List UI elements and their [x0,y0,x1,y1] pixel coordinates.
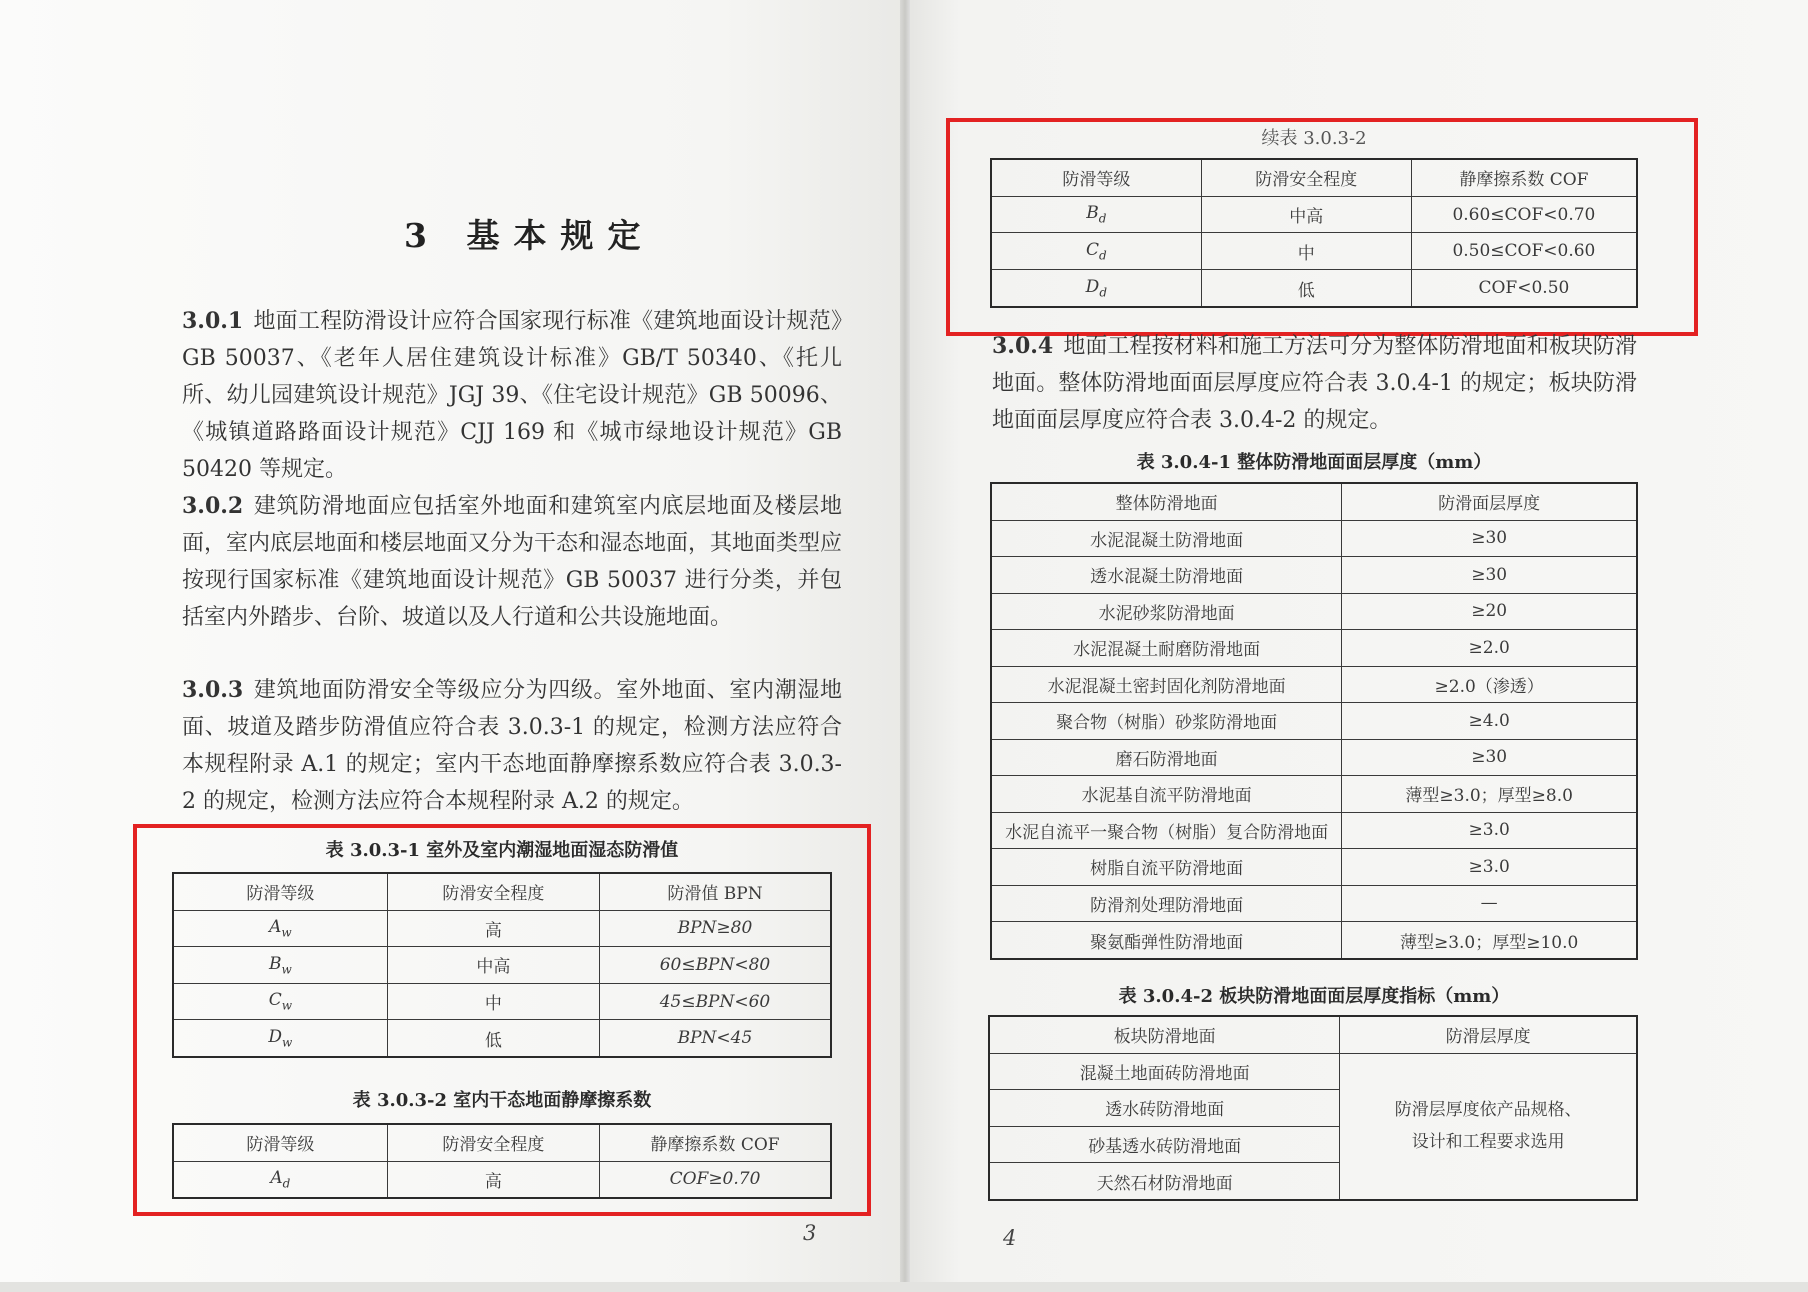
header-cell: 防滑面层厚度 [1342,483,1637,520]
floor-type-cell: 聚氨酯弹性防滑地面 [991,922,1342,959]
clause-number: 3.0.4 [992,333,1054,359]
header-cell: 防滑等级 [991,159,1201,196]
grade-cell: $C_d$ [991,233,1201,270]
thickness-cell: — [1342,885,1637,922]
table-row [991,520,1637,557]
header-cell: 防滑层厚度 [1340,1016,1637,1053]
clause-number: 3.0.2 [182,493,244,519]
grade-cell: $A_d$ [173,1161,387,1198]
table-row [991,630,1637,667]
header-cell: 防滑等级 [173,1124,387,1161]
clause-3-0-1 [182,303,842,488]
table-3-0-3-1-caption: 表 3.0.3-1 室外及室内潮湿地面湿态防滑值 [325,840,679,861]
highlight-box-left [133,824,871,1216]
grade-cell: $C_w$ [173,983,387,1020]
value-cell: COF<0.50 [1411,270,1637,307]
grade-cell: $B_d$ [991,196,1201,233]
book-gutter [900,0,910,1292]
thickness-cell: ≥20 [1342,593,1637,630]
floor-type-cell: 透水混凝土防滑地面 [991,557,1342,594]
safety-cell: 中 [1201,233,1411,270]
safety-cell: 中高 [387,947,599,984]
header-cell: 防滑值 BPN [599,873,831,910]
thickness-cell: ≥30 [1342,557,1637,594]
floor-type-cell: 天然石材防滑地面 [989,1163,1340,1200]
floor-type-cell: 树脂自流平防滑地面 [991,849,1342,886]
header-cell: 整体防滑地面 [991,483,1342,520]
thickness-cell: ≥2.0 [1342,630,1637,667]
clause-3-0-3 [182,672,842,820]
clause-text: 地面工程按材料和施工方法可分为整体防滑地面和板块防滑地面。整体防滑地面面层厚度应符合表 3.0.4-1 的规定；板块防滑地面面层厚度应符合表 3.0.4-2 的规定。 [992,334,1637,433]
safety-cell: 低 [387,1020,599,1057]
table-header-row [989,1016,1637,1053]
table-3-0-3-2-caption: 表 3.0.3-2 室内干态地面静摩擦系数 [352,1090,652,1111]
floor-type-cell: 砂基透水砖防滑地面 [989,1126,1340,1163]
safety-cell: 中 [387,983,599,1020]
merged-value-line: 设计和工程要求选用 [1411,1132,1565,1153]
table-row [989,1053,1637,1090]
table-row [991,666,1637,703]
header-cell: 防滑安全程度 [1201,159,1411,196]
table-row [991,703,1637,740]
value-cell: 45≤BPN<60 [599,983,831,1020]
floor-type-cell: 水泥砂浆防滑地面 [991,593,1342,630]
thickness-cell: ≥2.0（渗透） [1342,666,1637,703]
floor-type-cell: 水泥混凝土耐磨防滑地面 [991,630,1342,667]
header-cell: 防滑安全程度 [387,873,599,910]
grade-cell: $D_w$ [173,1020,387,1057]
clause-3-0-2 [182,488,842,636]
table-header-row [991,483,1637,520]
floor-type-cell: 防滑剂处理防滑地面 [991,885,1342,922]
value-cell: COF≥0.70 [600,1161,831,1198]
safety-cell: 高 [387,1161,599,1198]
floor-type-cell: 水泥基自流平防滑地面 [991,776,1342,813]
clause-3-0-4 [992,328,1637,439]
thickness-cell: ≥3.0 [1342,849,1637,886]
safety-cell: 高 [387,910,599,947]
table-row [991,557,1637,594]
value-cell: 60≤BPN<80 [599,947,831,984]
thickness-cell: ≥30 [1342,739,1637,776]
safety-cell: 中高 [1201,196,1411,233]
floor-type-cell: 水泥混凝土密封固化剂防滑地面 [991,666,1342,703]
header-cell: 静摩擦系数 COF [1411,159,1637,196]
thickness-cell: 薄型≥3.0；厚型≥8.0 [1342,776,1637,813]
floor-type-cell: 混凝土地面砖防滑地面 [989,1053,1340,1090]
bottom-strip [0,1282,1808,1292]
grade-cell: $B_w$ [173,947,387,984]
page-number-left: 3 [803,1221,817,1245]
table-3-0-3-2-cont-caption: 续表 3.0.3-2 [1261,128,1367,149]
table-row [991,849,1637,886]
clause-number: 3.0.1 [182,308,244,334]
floor-type-cell: 透水砖防滑地面 [989,1090,1340,1127]
table-3-0-4-2 [988,1015,1638,1201]
header-cell: 板块防滑地面 [989,1016,1340,1053]
thickness-cell: 薄型≥3.0；厚型≥10.0 [1342,922,1637,959]
floor-type-cell: 聚合物（树脂）砂浆防滑地面 [991,703,1342,740]
table-row [991,885,1637,922]
grade-cell: $D_d$ [991,270,1201,307]
table-3-0-4-1 [990,482,1638,960]
highlight-box-right [946,118,1698,336]
grade-cell: $A_w$ [173,910,387,947]
clause-text: 地面工程防滑设计应符合国家现行标准《建筑地面设计规范》GB 50037、《老年人居住建筑设计标准》GB/T 50340、《托儿所、幼儿园建筑设计规范》JGJ 39、《住宅设计规范》GB 50096、《城镇道路路面设计规范》CJJ 169 和《城市绿地设计规范》GB 50420 等规定。 [182,309,842,482]
thickness-cell: ≥4.0 [1342,703,1637,740]
page-number-right: 4 [1003,1226,1017,1250]
clause-number: 3.0.3 [182,677,244,703]
clause-text: 建筑防滑地面应包括室外地面和建筑室内底层地面及楼层地面，室内底层地面和楼层地面又分为干态和湿态地面，其地面类型应按现行国家标准《建筑地面设计规范》GB 50037 进行分类，并包括室内外踏步、台阶、坡道以及人行道和公共设施地面。 [182,494,843,630]
table-row [991,922,1637,959]
value-cell: BPN<45 [599,1020,831,1057]
safety-cell: 低 [1201,270,1411,307]
header-cell: 防滑等级 [173,873,387,910]
merged-value-line: 防滑层厚度依产品规格、 [1394,1100,1582,1121]
table-row [991,593,1637,630]
table-3-0-4-1-caption: 表 3.0.4-1 整体防滑地面面层厚度（mm） [1136,452,1492,473]
floor-type-cell: 水泥混凝土防滑地面 [991,520,1342,557]
floor-type-cell: 水泥自流平一聚合物（树脂）复合防滑地面 [991,812,1342,849]
clause-text: 建筑地面防滑安全等级应分为四级。室外地面、室内潮湿地面、坡道及踏步防滑值应符合表 3.0.3-1 的规定，检测方法应符合本规程附录 A.1 的规定；室内干态地面静摩擦系数应符合表 3.0.3-2 的规定，检测方法应符合本规程附录 A.2 的规定。 [182,678,842,814]
table-row [991,776,1637,813]
thickness-cell: ≥3.0 [1342,812,1637,849]
value-cell: 0.50≤COF<0.60 [1411,233,1637,270]
merged-thickness-cell [1340,1053,1637,1200]
chapter-title: 3 基本规定 [404,216,655,255]
thickness-cell: ≥30 [1342,520,1637,557]
table-3-0-4-2-caption: 表 3.0.4-2 板块防滑地面面层厚度指标（mm） [1118,986,1510,1007]
header-cell: 防滑安全程度 [387,1124,599,1161]
table-row [991,739,1637,776]
header-cell: 静摩擦系数 COF [600,1124,831,1161]
value-cell: BPN≥80 [599,910,831,947]
value-cell: 0.60≤COF<0.70 [1411,196,1637,233]
table-row [991,812,1637,849]
floor-type-cell: 磨石防滑地面 [991,739,1342,776]
